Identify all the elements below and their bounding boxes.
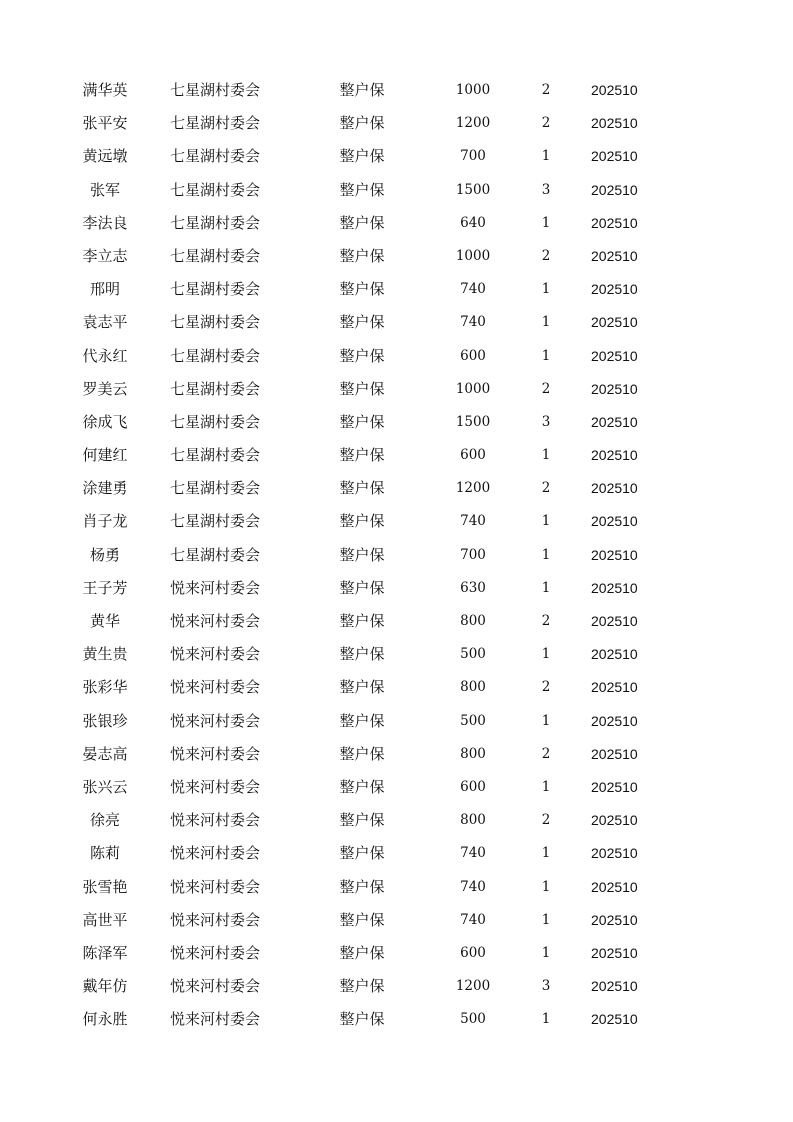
month-cell: 202510 (591, 944, 638, 961)
table-row (0, 738, 793, 771)
assistance-type-cell: 整户保 (339, 545, 385, 564)
name-cell: 徐成飞 (82, 412, 128, 431)
village-committee-cell: 悦来河村委会 (170, 645, 261, 664)
assistance-type-cell: 整户保 (339, 910, 385, 929)
table-row (0, 240, 793, 273)
amount-cell: 1000 (455, 82, 491, 98)
people-count-cell: 2 (541, 679, 551, 696)
assistance-type-cell: 整户保 (339, 612, 385, 630)
name-cell: 陈泽军 (82, 943, 128, 962)
amount-cell: 740 (460, 314, 486, 331)
village-committee-cell: 悦来河村委会 (170, 578, 261, 597)
people-count-cell: 1 (541, 281, 551, 298)
month-cell: 202510 (591, 115, 638, 132)
month-cell: 202510 (591, 413, 638, 430)
assistance-type-cell: 整户保 (339, 114, 385, 133)
month-cell: 202510 (591, 845, 638, 862)
month-cell: 202510 (591, 148, 638, 165)
table-row (0, 1003, 793, 1036)
month-cell: 202510 (591, 812, 638, 829)
table-row (0, 837, 793, 870)
name-cell: 黄生贵 (82, 645, 128, 664)
assistance-type-cell: 整户保 (339, 81, 385, 99)
table-row (0, 638, 793, 671)
name-cell: 戴年仿 (82, 977, 128, 996)
assistance-type-cell: 整户保 (339, 1010, 385, 1029)
village-committee-cell: 七星湖村委会 (170, 280, 261, 299)
month-cell: 202510 (591, 646, 638, 663)
assistance-type-cell: 整户保 (339, 280, 385, 299)
amount-cell: 800 (460, 613, 486, 629)
name-cell: 张雪艳 (82, 877, 128, 896)
assistance-type-cell: 整户保 (339, 313, 385, 332)
village-committee-cell: 悦来河村委会 (170, 678, 261, 697)
name-cell: 罗美云 (82, 379, 128, 398)
people-count-cell: 3 (541, 978, 551, 995)
village-committee-cell: 悦来河村委会 (170, 943, 261, 962)
table-row (0, 273, 793, 306)
amount-cell: 500 (460, 1011, 486, 1028)
people-count-cell: 2 (541, 480, 551, 497)
people-count-cell: 1 (541, 712, 551, 729)
village-committee-cell: 七星湖村委会 (170, 147, 261, 166)
name-cell: 张银珍 (82, 711, 128, 730)
amount-cell: 600 (460, 347, 486, 364)
amount-cell: 500 (460, 712, 486, 729)
village-committee-cell: 悦来河村委会 (170, 977, 261, 996)
name-cell: 代永红 (82, 346, 128, 365)
name-cell: 张平安 (82, 114, 128, 133)
amount-cell: 640 (460, 214, 486, 231)
assistance-type-cell: 整户保 (339, 711, 385, 730)
month-cell: 202510 (591, 214, 638, 231)
assistance-type-cell: 整户保 (339, 446, 385, 465)
table-row (0, 406, 793, 439)
table-row (0, 970, 793, 1003)
village-committee-cell: 七星湖村委会 (170, 114, 261, 133)
amount-cell: 700 (460, 148, 486, 165)
table-row (0, 572, 793, 605)
table-row (0, 937, 793, 970)
assistance-type-cell: 整户保 (339, 811, 385, 830)
amount-cell: 1500 (455, 413, 491, 430)
assistance-type-cell: 整户保 (339, 180, 385, 199)
month-cell: 202510 (591, 480, 638, 497)
name-cell: 晏志高 (82, 744, 128, 763)
village-committee-cell: 七星湖村委会 (170, 545, 261, 564)
amount-cell: 800 (460, 679, 486, 696)
amount-cell: 740 (460, 911, 486, 928)
village-committee-cell: 悦来河村委会 (170, 711, 261, 730)
month-cell: 202510 (591, 712, 638, 729)
name-cell: 何永胜 (82, 1010, 128, 1029)
table-row (0, 705, 793, 738)
people-count-cell: 3 (541, 181, 551, 198)
table-row (0, 74, 793, 107)
people-count-cell: 2 (541, 115, 551, 132)
village-committee-cell: 七星湖村委会 (170, 213, 261, 232)
village-committee-cell: 悦来河村委会 (170, 910, 261, 929)
assistance-type-cell: 整户保 (339, 678, 385, 697)
table-row (0, 472, 793, 505)
table-row (0, 340, 793, 373)
month-cell: 202510 (591, 314, 638, 331)
people-count-cell: 2 (541, 812, 551, 829)
amount-cell: 800 (460, 812, 486, 829)
people-count-cell: 2 (541, 380, 551, 397)
amount-cell: 1500 (455, 181, 491, 198)
assistance-type-cell: 整户保 (339, 877, 385, 896)
amount-cell: 630 (460, 579, 486, 596)
people-count-cell: 1 (541, 447, 551, 464)
village-committee-cell: 悦来河村委会 (170, 744, 261, 763)
table-row (0, 904, 793, 937)
name-cell: 高世平 (82, 910, 128, 929)
village-committee-cell: 悦来河村委会 (170, 1010, 261, 1029)
amount-cell: 740 (460, 845, 486, 862)
assistance-type-cell: 整户保 (339, 379, 385, 398)
month-cell: 202510 (591, 679, 638, 696)
people-count-cell: 1 (541, 878, 551, 895)
table-row (0, 174, 793, 207)
name-cell: 李法良 (82, 213, 128, 232)
amount-cell: 740 (460, 513, 486, 530)
people-count-cell: 1 (541, 314, 551, 331)
month-cell: 202510 (591, 247, 638, 264)
month-cell: 202510 (591, 82, 638, 98)
table-row (0, 771, 793, 804)
assistance-type-cell: 整户保 (339, 346, 385, 365)
amount-cell: 1200 (455, 978, 491, 995)
village-committee-cell: 悦来河村委会 (170, 811, 261, 830)
assistance-type-cell: 整户保 (339, 744, 385, 763)
assistance-type-cell: 整户保 (339, 977, 385, 996)
month-cell: 202510 (591, 281, 638, 298)
amount-cell: 1200 (455, 115, 491, 132)
name-cell: 李立志 (82, 246, 128, 265)
people-count-cell: 1 (541, 1011, 551, 1028)
village-committee-cell: 七星湖村委会 (170, 180, 261, 199)
assistance-type-cell: 整户保 (339, 246, 385, 265)
people-count-cell: 1 (541, 845, 551, 862)
amount-cell: 740 (460, 878, 486, 895)
people-count-cell: 1 (541, 778, 551, 795)
name-cell: 黄华 (89, 612, 120, 630)
people-count-cell: 1 (541, 579, 551, 596)
month-cell: 202510 (591, 745, 638, 762)
people-count-cell: 1 (541, 513, 551, 530)
people-count-cell: 1 (541, 347, 551, 364)
village-committee-cell: 悦来河村委会 (170, 612, 261, 630)
name-cell: 何建红 (82, 446, 128, 465)
village-committee-cell: 七星湖村委会 (170, 313, 261, 332)
month-cell: 202510 (591, 447, 638, 464)
month-cell: 202510 (591, 513, 638, 530)
assistance-type-cell: 整户保 (339, 645, 385, 664)
village-committee-cell: 七星湖村委会 (170, 379, 261, 398)
name-cell: 徐亮 (89, 811, 120, 830)
village-committee-cell: 七星湖村委会 (170, 246, 261, 265)
amount-cell: 600 (460, 944, 486, 961)
month-cell: 202510 (591, 579, 638, 596)
village-committee-cell: 七星湖村委会 (170, 446, 261, 465)
village-committee-cell: 悦来河村委会 (170, 777, 261, 796)
table-row (0, 306, 793, 339)
people-count-cell: 2 (541, 82, 551, 98)
table-row (0, 671, 793, 704)
table-row (0, 207, 793, 240)
name-cell: 黄远墩 (82, 147, 128, 166)
people-count-cell: 1 (541, 148, 551, 165)
name-cell: 王子芳 (82, 578, 128, 597)
month-cell: 202510 (591, 380, 638, 397)
month-cell: 202510 (591, 778, 638, 795)
people-count-cell: 1 (541, 214, 551, 231)
assistance-type-cell: 整户保 (339, 147, 385, 166)
people-count-cell: 2 (541, 247, 551, 264)
amount-cell: 600 (460, 447, 486, 464)
assistance-type-cell: 整户保 (339, 412, 385, 431)
month-cell: 202510 (591, 347, 638, 364)
month-cell: 202510 (591, 546, 638, 563)
people-count-cell: 2 (541, 745, 551, 762)
assistance-type-cell: 整户保 (339, 578, 385, 597)
village-committee-cell: 七星湖村委会 (170, 479, 261, 498)
village-committee-cell: 七星湖村委会 (170, 346, 261, 365)
assistance-type-cell: 整户保 (339, 777, 385, 796)
name-cell: 张军 (89, 180, 120, 199)
name-cell: 满华英 (82, 81, 128, 99)
village-committee-cell: 七星湖村委会 (170, 412, 261, 431)
table-row (0, 373, 793, 406)
amount-cell: 1000 (455, 247, 491, 264)
month-cell: 202510 (591, 613, 638, 629)
people-count-cell: 2 (541, 613, 551, 629)
assistance-type-cell: 整户保 (339, 213, 385, 232)
name-cell: 邢明 (89, 280, 120, 299)
name-cell: 张兴云 (82, 777, 128, 796)
table-row (0, 871, 793, 904)
amount-cell: 500 (460, 646, 486, 663)
table-row (0, 107, 793, 140)
month-cell: 202510 (591, 1011, 638, 1028)
people-count-cell: 1 (541, 546, 551, 563)
name-cell: 张彩华 (82, 678, 128, 697)
amount-cell: 800 (460, 745, 486, 762)
village-committee-cell: 七星湖村委会 (170, 512, 261, 531)
month-cell: 202510 (591, 878, 638, 895)
assistance-type-cell: 整户保 (339, 512, 385, 531)
month-cell: 202510 (591, 978, 638, 995)
table-body (0, 74, 793, 1036)
amount-cell: 600 (460, 778, 486, 795)
table-row (0, 539, 793, 572)
name-cell: 陈莉 (89, 844, 120, 863)
name-cell: 袁志平 (82, 313, 128, 332)
amount-cell: 1000 (455, 380, 491, 397)
table-row (0, 140, 793, 173)
table-row (0, 804, 793, 837)
village-committee-cell: 悦来河村委会 (170, 877, 261, 896)
assistance-type-cell: 整户保 (339, 943, 385, 962)
amount-cell: 740 (460, 281, 486, 298)
month-cell: 202510 (591, 181, 638, 198)
people-count-cell: 1 (541, 944, 551, 961)
amount-cell: 700 (460, 546, 486, 563)
village-committee-cell: 七星湖村委会 (170, 81, 261, 99)
village-committee-cell: 悦来河村委会 (170, 844, 261, 863)
table-row (0, 439, 793, 472)
month-cell: 202510 (591, 911, 638, 928)
name-cell: 涂建勇 (82, 479, 128, 498)
people-count-cell: 1 (541, 646, 551, 663)
people-count-cell: 1 (541, 911, 551, 928)
name-cell: 肖子龙 (82, 512, 128, 531)
name-cell: 杨勇 (89, 545, 120, 564)
amount-cell: 1200 (455, 480, 491, 497)
table-row (0, 605, 793, 638)
assistance-type-cell: 整户保 (339, 844, 385, 863)
people-count-cell: 3 (541, 413, 551, 430)
assistance-type-cell: 整户保 (339, 479, 385, 498)
table-row (0, 505, 793, 538)
